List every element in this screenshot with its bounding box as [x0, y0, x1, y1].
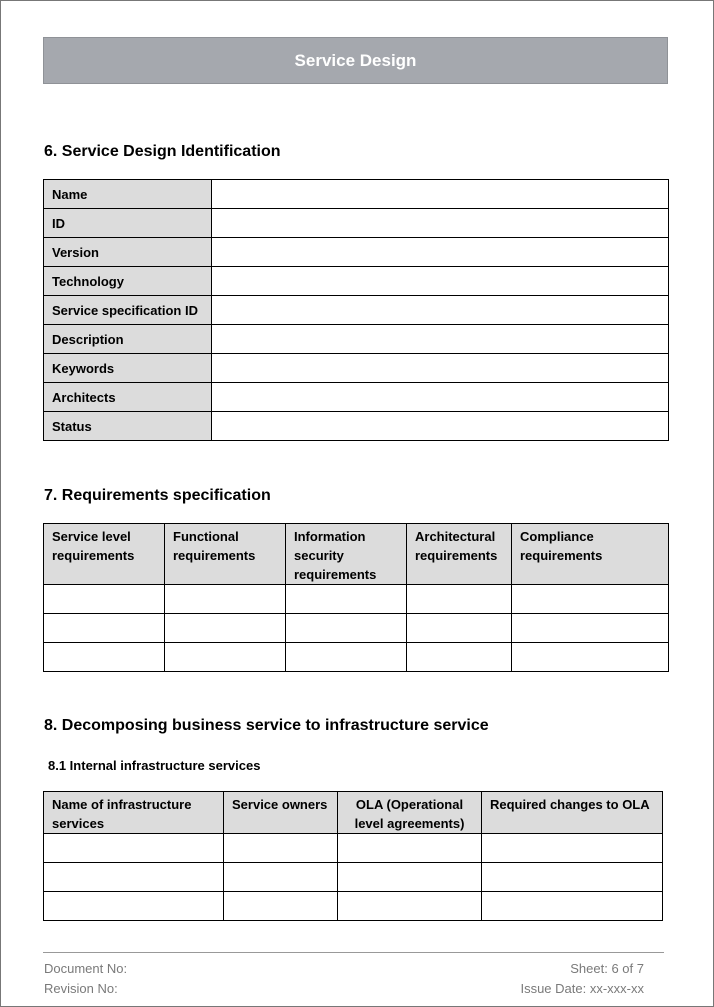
- table-row: [44, 412, 669, 441]
- table-cell[interactable]: [286, 614, 407, 643]
- table-cell[interactable]: [224, 892, 338, 921]
- field-label-technology: Technology: [44, 267, 212, 296]
- field-value-architects[interactable]: [212, 383, 669, 412]
- table-header-row: [44, 524, 669, 585]
- table-header-row: [44, 792, 663, 834]
- table-cell[interactable]: [165, 614, 286, 643]
- section-7-heading: 7. Requirements specification: [44, 487, 271, 504]
- section-6-heading: 6. Service Design Identification: [44, 143, 281, 160]
- footer-divider: [43, 952, 664, 953]
- table-cell[interactable]: [512, 585, 669, 614]
- field-label-status: Status: [44, 412, 212, 441]
- table-cell[interactable]: [44, 585, 165, 614]
- table-cell[interactable]: [338, 834, 482, 863]
- table-row: [44, 180, 669, 209]
- footer-sheet-number: Sheet: 6 of 7: [570, 961, 644, 976]
- column-header: Service owners: [224, 792, 338, 834]
- table-cell[interactable]: [407, 614, 512, 643]
- field-value-name[interactable]: [212, 180, 669, 209]
- table-row: [44, 863, 663, 892]
- field-label-description: Description: [44, 325, 212, 354]
- section-8-1-subheading: 8.1 Internal infrastructure services: [48, 758, 261, 773]
- table-row: [44, 892, 663, 921]
- field-value-technology[interactable]: [212, 267, 669, 296]
- table-cell[interactable]: [286, 585, 407, 614]
- column-header: Architectural requirements: [407, 524, 512, 585]
- requirements-table: [43, 523, 669, 672]
- table-row: [44, 834, 663, 863]
- footer-revision-no: Revision No:: [44, 981, 118, 996]
- table-row: [44, 267, 669, 296]
- table-row: [44, 383, 669, 412]
- column-header: Compliance requirements: [512, 524, 669, 585]
- field-label-architects: Architects: [44, 383, 212, 412]
- table-cell[interactable]: [44, 643, 165, 672]
- column-header: Information security requirements: [286, 524, 407, 585]
- table-row: [44, 325, 669, 354]
- table-cell[interactable]: [512, 643, 669, 672]
- column-header: Name of infrastructure services: [44, 792, 224, 834]
- footer-document-no: Document No:: [44, 961, 128, 976]
- table-cell[interactable]: [165, 643, 286, 672]
- table-cell[interactable]: [44, 834, 224, 863]
- field-label-id: ID: [44, 209, 212, 238]
- column-header: OLA (Operational level agreements): [338, 792, 482, 834]
- column-header: Required changes to OLA: [482, 792, 663, 834]
- table-cell[interactable]: [286, 643, 407, 672]
- table-cell[interactable]: [407, 643, 512, 672]
- table-row: [44, 643, 669, 672]
- table-row: [44, 614, 669, 643]
- table-row: [44, 354, 669, 383]
- document-title: Service Design: [294, 50, 417, 70]
- service-identification-table: [43, 179, 669, 441]
- field-value-service-specification-id[interactable]: [212, 296, 669, 325]
- field-label-service-specification-id: Service specification ID: [44, 296, 212, 325]
- table-cell[interactable]: [44, 892, 224, 921]
- table-cell[interactable]: [224, 863, 338, 892]
- footer-issue-date: Issue Date: xx-xxx-xx: [520, 981, 644, 996]
- column-header: Functional requirements: [165, 524, 286, 585]
- field-value-keywords[interactable]: [212, 354, 669, 383]
- infrastructure-services-table: [43, 791, 663, 921]
- table-cell[interactable]: [512, 614, 669, 643]
- table-cell[interactable]: [482, 892, 663, 921]
- table-cell[interactable]: [165, 585, 286, 614]
- table-cell[interactable]: [407, 585, 512, 614]
- column-header: Service level requirements: [44, 524, 165, 585]
- field-value-status[interactable]: [212, 412, 669, 441]
- document-title-banner: [43, 37, 668, 84]
- field-label-keywords: Keywords: [44, 354, 212, 383]
- table-cell[interactable]: [338, 863, 482, 892]
- table-row: [44, 238, 669, 267]
- table-cell[interactable]: [338, 892, 482, 921]
- table-cell[interactable]: [482, 863, 663, 892]
- table-row: [44, 209, 669, 238]
- field-label-name: Name: [44, 180, 212, 209]
- table-cell[interactable]: [482, 834, 663, 863]
- field-label-version: Version: [44, 238, 212, 267]
- table-cell[interactable]: [44, 614, 165, 643]
- table-cell[interactable]: [224, 834, 338, 863]
- field-value-id[interactable]: [212, 209, 669, 238]
- section-8-heading: 8. Decomposing business service to infrastructure service: [44, 717, 489, 734]
- table-cell[interactable]: [44, 863, 224, 892]
- table-row: [44, 296, 669, 325]
- table-row: [44, 585, 669, 614]
- field-value-version[interactable]: [212, 238, 669, 267]
- field-value-description[interactable]: [212, 325, 669, 354]
